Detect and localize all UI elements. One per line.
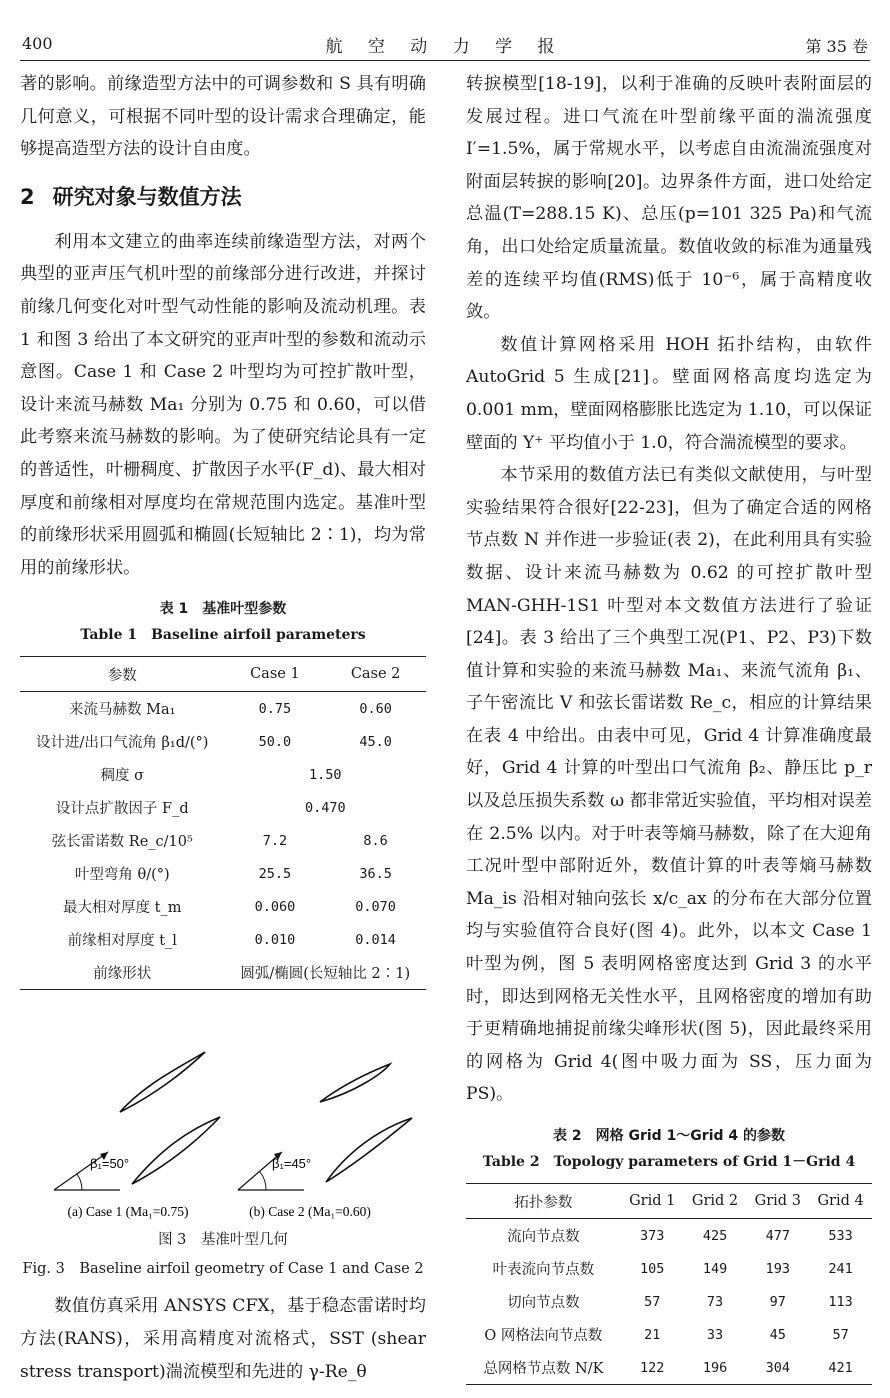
figure3-drawing (20, 1012, 426, 1222)
table-cell: 73 (706, 1293, 724, 1310)
angle-label-case1: β₁=50° (90, 1156, 130, 1172)
table2-caption-en: Table 2 Topology parameters of Grid 1－Grid 4 (482, 1154, 856, 1170)
table-cell: 弦长雷诺数 Re_c/10⁵ (51, 834, 193, 851)
section-heading (20, 178, 426, 216)
figure3-caption-cn: 图 3 基准叶型几何 (158, 1232, 288, 1249)
table-cell: 533 (828, 1227, 853, 1244)
table-cell: 113 (828, 1293, 853, 1310)
table2-header: Grid 2 (684, 1184, 747, 1219)
section-title: 研究对象与数值方法 (52, 184, 242, 209)
right-column (466, 68, 872, 1385)
table-cell: 45 (769, 1326, 786, 1343)
left-column (20, 68, 426, 1388)
table-cell: O 网格法向节点数 (484, 1328, 603, 1344)
header-rule (20, 60, 870, 61)
blade-case1-lower (132, 1117, 220, 1184)
section-number: 2 (20, 184, 35, 209)
table-cell: 33 (706, 1326, 724, 1343)
angle-label-case2: β₁=45° (272, 1156, 312, 1172)
body-paragraph-3: 转捩模型[18-19]，以利于准确的反映叶表附面层的发展过程。进口气流在叶型前缘平面的湍流强度 I′=1.5%，属于常规水平，以考虑自由流湍流强度对附面层转捩的影响[20]。边界条件方面，进口处给定总温(T=288.15 K)、总压(p=101 325 Pa)和气流角，出口处给定质量流量。数值收敛的标准为通量残差的连续平均值(RMS)低于 10⁻⁶，属于高精度收敛。 (466, 74, 872, 323)
table-cell: 7.2 (262, 832, 288, 849)
table-row (466, 1252, 872, 1285)
page-header (22, 28, 868, 58)
table-cell: 196 (684, 1351, 747, 1385)
table-row (20, 890, 426, 923)
table2-header: Grid 3 (746, 1184, 809, 1219)
subfig-label-a: (a) Case 1 (Ma₁=0.75) (67, 1204, 189, 1220)
table1-header: Case 2 (325, 657, 426, 692)
table-cell: 总网格节点数 N/K (466, 1351, 621, 1385)
table-cell: 193 (765, 1260, 790, 1277)
table-row (20, 692, 426, 726)
table2-header: Grid 1 (621, 1184, 684, 1219)
table-cell: 切向节点数 (507, 1295, 580, 1311)
body-paragraph-2: 数值仿真采用 ANSYS CFX，基于稳态雷诺时均方法(RANS)，采用高精度对流格式，SST (shear stress transport)湍流模型和先进的 γ-Re_θ (20, 1296, 426, 1382)
table-cell: 来流马赫数 Ma₁ (69, 702, 176, 719)
table-cell: 45.0 (359, 733, 392, 750)
volume-label: 第 35 卷 (805, 37, 868, 56)
table-cell: 477 (765, 1227, 790, 1244)
figure3 (20, 1012, 426, 1222)
intro-paragraph: 著的影响。前缘造型方法中的可调参数和 S 具有明确几何意义，可根据不同叶型的设计需求合理确定，能够提高造型方法的设计自由度。 (20, 74, 426, 160)
table-row (466, 1351, 872, 1385)
table2-caption-cn: 表 2 网格 Grid 1～Grid 4 的参数 (552, 1128, 786, 1144)
table-cell: 前缘形状 (20, 956, 225, 990)
table-cell: 前缘相对厚度 t_l (67, 933, 177, 950)
table1-header: 参数 (20, 657, 225, 692)
table-cell: 稠度 σ (100, 768, 145, 785)
table-cell: 50.0 (258, 733, 292, 750)
table-cell: 57 (644, 1293, 661, 1310)
body-paragraph-1: 利用本文建立的曲率连续前缘造型方法，对两个典型的亚声压气机叶型的前缘部分进行改进，并探讨前缘几何变化对叶型气动性能的影响及流动机理。表 1 和图 3 给出了本文研究的亚声叶型的参数和流动示意图。Case 1 和 Case 2 叶型均为可控扩散叶型，设计来流马赫数 Ma₁ 分别为 0.75 和 0.60，可以借此考察来流马赫数的影响。为了使研究结论具有一定的普适性，叶栅稠度、扩散因子水平(F_d)、最大相对厚度和前缘相对厚度均在常规范围内选定。基准叶型的前缘形状采用圆弧和椭圆(长短轴比 2∶1)，均为常用的前缘形状。 (20, 231, 426, 578)
table-cell: 122 (621, 1351, 684, 1385)
table1-caption-en: Table 1 Baseline airfoil parameters (80, 627, 366, 644)
table-row (466, 1219, 872, 1253)
table-cell: 8.6 (363, 832, 388, 849)
table-row (20, 758, 426, 791)
table-cell: 叶表流向节点数 (492, 1262, 595, 1278)
table-row (20, 857, 426, 890)
table-row (20, 824, 426, 857)
table-cell: 425 (702, 1227, 728, 1244)
table-cell: 0.014 (355, 931, 396, 948)
table-row (20, 923, 426, 956)
table-cell: 叶型弯角 θ/(°) (74, 867, 170, 884)
table-cell: 21 (644, 1326, 661, 1343)
table-cell: 36.5 (359, 865, 392, 882)
table2-header: Grid 4 (809, 1184, 872, 1219)
table-row (20, 956, 426, 990)
page-number: 400 (22, 34, 53, 53)
table-cell: 0.010 (254, 931, 296, 948)
table-cell: 241 (828, 1260, 853, 1277)
table-cell: 373 (640, 1227, 665, 1244)
table-cell: 0.60 (359, 700, 392, 717)
table-cell: 25.5 (258, 865, 292, 882)
table2 (466, 1183, 872, 1385)
table-row (466, 1285, 872, 1318)
table-row (20, 791, 426, 824)
body-paragraph-4: 数值计算网格采用 HOH 拓扑结构，由软件 AutoGrid 5 生成[21]。壁面网格高度均选定为 0.001 mm，壁面网格膨胀比选定为 1.10，可以保证壁面的 Y⁺ 平均值小于 1.0，符合湍流模型的要求。 (466, 334, 872, 453)
table-cell: 149 (702, 1260, 728, 1277)
table1-caption-cn: 表 1 基准叶型参数 (159, 601, 287, 618)
table2-header: 拓扑参数 (466, 1184, 621, 1219)
subfig-label-b: (b) Case 2 (Ma₁=0.60) (249, 1204, 371, 1220)
figure3-caption-en: Fig. 3 Baseline airfoil geometry of Case 1 and Case 2 (22, 1261, 424, 1278)
table-cell: 1.50 (309, 766, 342, 783)
table-cell: 设计进/出口气流角 β₁d/(°) (36, 735, 209, 752)
table-cell: 57 (832, 1326, 849, 1343)
table-cell: 0.070 (355, 898, 396, 915)
blade-case2-upper (320, 1064, 390, 1102)
table-cell: 304 (746, 1351, 809, 1385)
table1-header: Case 1 (225, 657, 326, 692)
table-cell: 105 (640, 1260, 665, 1277)
blade-case1-upper (120, 1052, 205, 1112)
table-cell: 最大相对厚度 t_m (63, 900, 182, 917)
blade-case2-lower (326, 1118, 412, 1182)
table1 (20, 656, 426, 990)
table-row (20, 725, 426, 758)
table-cell: 0.470 (304, 799, 346, 816)
table-cell: 0.75 (258, 700, 292, 717)
table-cell: 421 (809, 1351, 872, 1385)
table-cell: 97 (769, 1293, 786, 1310)
journal-title: 航 空 动 力 学 报 (325, 37, 565, 57)
table-cell: 圆弧/椭圆(长短轴比 2∶1) (225, 956, 426, 990)
table-cell: 流向节点数 (507, 1229, 580, 1245)
table-cell: 0.060 (254, 898, 296, 915)
body-paragraph-5: 本节采用的数值方法已有类似文献使用，与叶型实验结果符合很好[22-23]，但为了确定合适的网格节点数 N 并作进一步验证(表 2)，在此利用具有实验数据、设计来流马赫数为 0.62 的可控扩散叶型 MAN-GHH-1S1 叶型对本文数值方法进行了验证[24]。表 3 给出了三个典型工况(P1、P2、P3)下数值计算和实验的来流马赫数 Ma₁、来流气流角 β₁、子午密流比 V 和弦长雷诺数 Re_c，相应的计算结果在表 4 中给出。由表中可见，Grid 4 计算准确度最好，Grid 4 计算的叶型出口气流角 β₂、静压比 p_r 以及总压损失系数 ω 都非常近实验值，平均相对误差在 2.5% 以内。对于叶表等熵马赫数，除了在大迎角工况叶型中部附近外，数值计算的叶表等熵马赫数 Ma_is 沿相对轴向弦长 x/c_ax 的分布在大部分位置均与实验值符合良好(图 4)。此外，以本文 Case 1 叶型为例，图 5 表明网格密度达到 Grid 3 的水平时，即达到网格无关性水平，且网格密度的增加有助于更精确地捕捉前缘尖峰形状(图 5)，因此最终采用的网格为 Grid 4(图中吸力面为 SS，压力面为 PS)。 (466, 465, 872, 1105)
table-cell: 设计点扩散因子 F_d (55, 801, 189, 818)
table-row (466, 1318, 872, 1351)
